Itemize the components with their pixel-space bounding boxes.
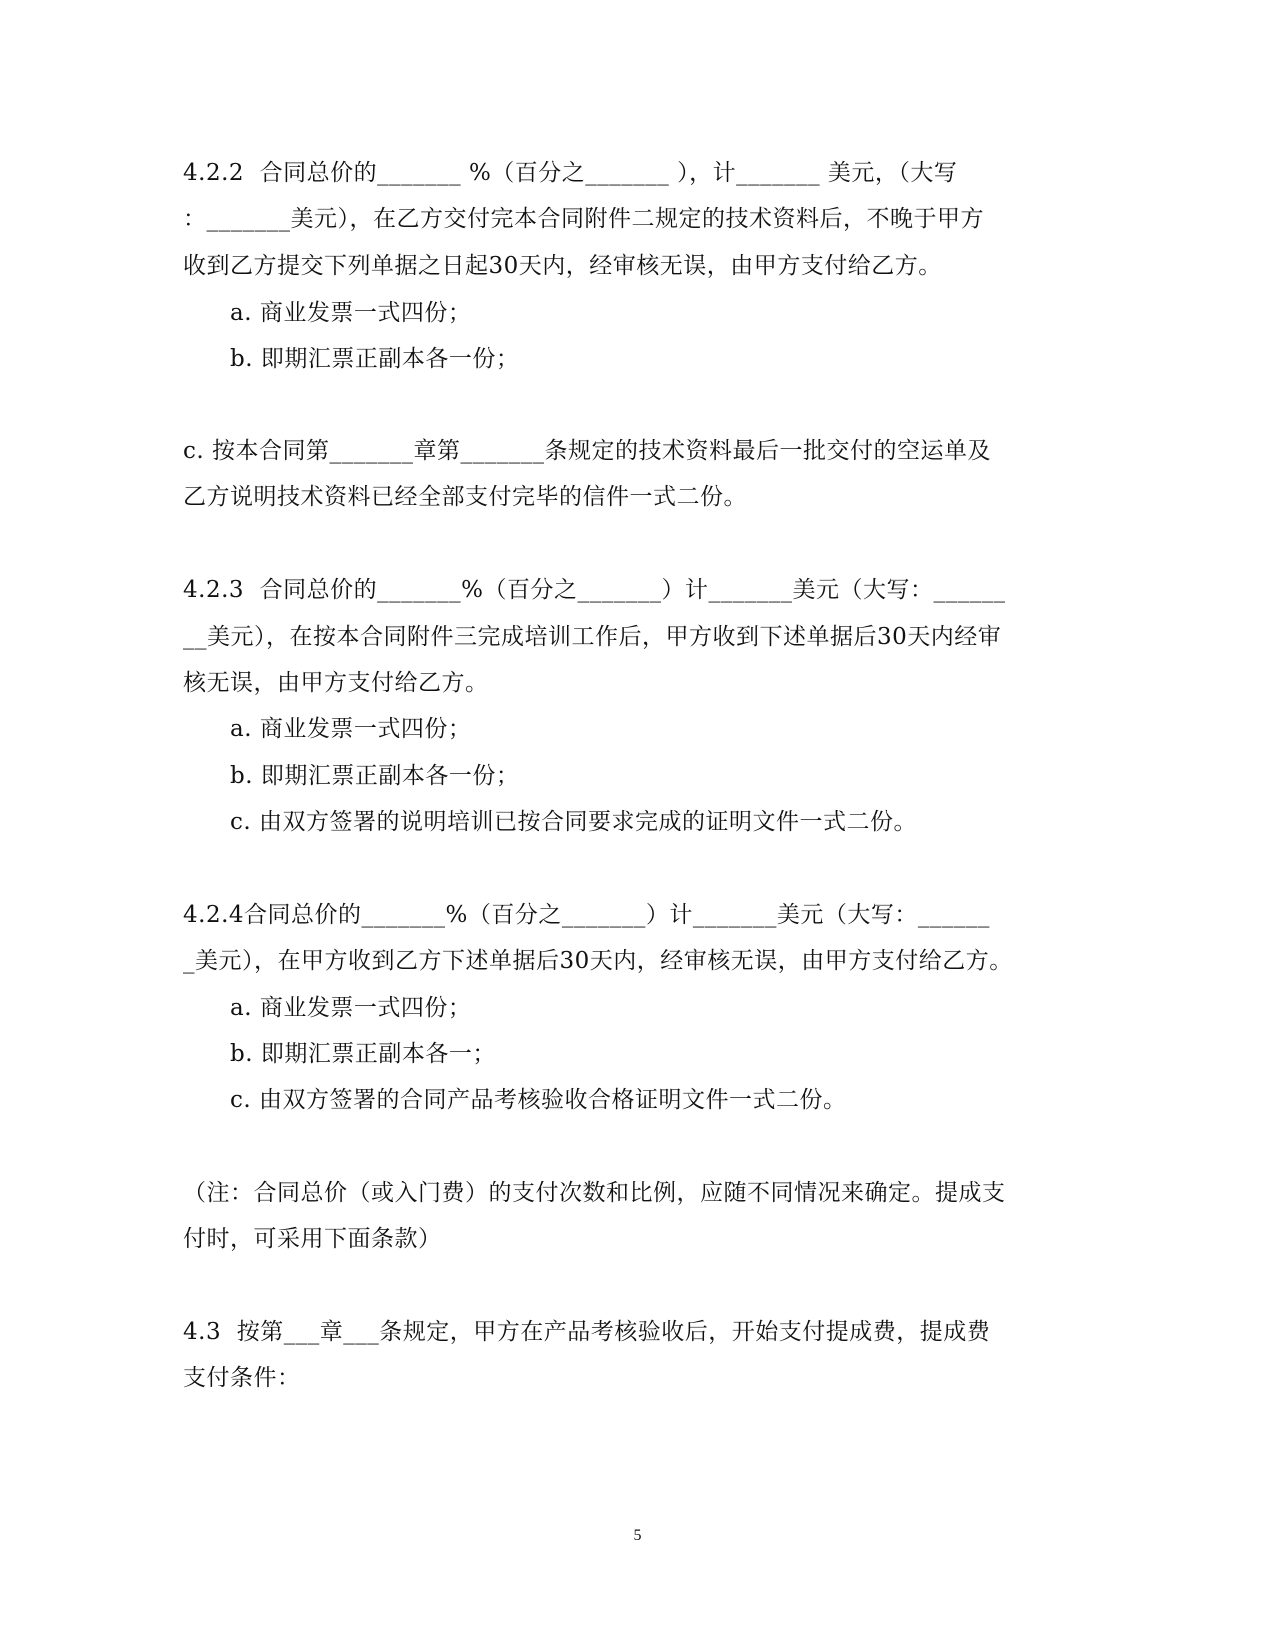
clause-4-2-3-item-b: b. 即期汇票正副本各一份； xyxy=(230,763,520,789)
clause-4-2-3-line-1: 4.2.3 合同总价的_______%（百分之_______）计_______美元（大写：______ xyxy=(183,577,1006,603)
clause-4-2-3-line-2: __美元），在按本合同附件三完成培训工作后，甲方收到下述单据后30天内经审 xyxy=(183,624,1002,650)
clause-4-2-4-line-1: 4.2.4合同总价的_______%（百分之_______）计_______美元（大写：______ xyxy=(183,902,990,928)
clause-4-2-2-item-c-line-1: c. 按本合同第_______章第_______条规定的技术资料最后一批交付的空运单及 xyxy=(183,438,992,464)
clause-4-2-4-item-c: c. 由双方签署的合同产品考核验收合格证明文件一式二份。 xyxy=(230,1087,847,1113)
clause-4-2-3-line-3: 核无误，由甲方支付给乙方。 xyxy=(183,670,489,696)
clause-4-2-2-line-1: 4.2.2 合同总价的_______ %（百分之_______ ），计_______ 美元，（大写 xyxy=(183,160,958,186)
clause-4-2-2-line-2: ：_______美元），在乙方交付完本合同附件二规定的技术资料后，不晚于甲方 xyxy=(183,206,984,232)
clause-4-2-2-line-3: 收到乙方提交下列单据之日起30天内，经审核无误，由甲方支付给乙方。 xyxy=(183,253,942,279)
clause-4-2-2-item-c-line-2: 乙方说明技术资料已经全部支付完毕的信件一式二份。 xyxy=(183,484,747,510)
clause-4-2-2-item-b: b. 即期汇票正副本各一份； xyxy=(230,346,520,372)
clause-4-2-4-item-a: a. 商业发票一式四份； xyxy=(230,995,472,1021)
clause-4-2-3-item-c: c. 由双方签署的说明培训已按合同要求完成的证明文件一式二份。 xyxy=(230,809,918,835)
clause-4-3-line-2: 支付条件： xyxy=(183,1365,301,1391)
page-number: 5 xyxy=(633,1527,642,1544)
note-line-2: 付时，可采用下面条款） xyxy=(183,1226,442,1252)
note-line-1: （注：合同总价（或入门费）的支付次数和比例，应随不同情况来确定。提成支 xyxy=(183,1180,1006,1206)
clause-4-2-3-item-a: a. 商业发票一式四份； xyxy=(230,716,472,742)
clause-4-2-2-item-a: a. 商业发票一式四份； xyxy=(230,300,472,326)
clause-4-2-4-item-b: b. 即期汇票正副本各一； xyxy=(230,1041,496,1067)
clause-4-3-line-1: 4.3 按第___章___条规定，甲方在产品考核验收后，开始支付提成费，提成费 xyxy=(183,1319,991,1345)
clause-4-2-4-line-2: _美元），在甲方收到乙方下述单据后30天内，经审核无误，由甲方支付给乙方。 xyxy=(183,948,1013,974)
